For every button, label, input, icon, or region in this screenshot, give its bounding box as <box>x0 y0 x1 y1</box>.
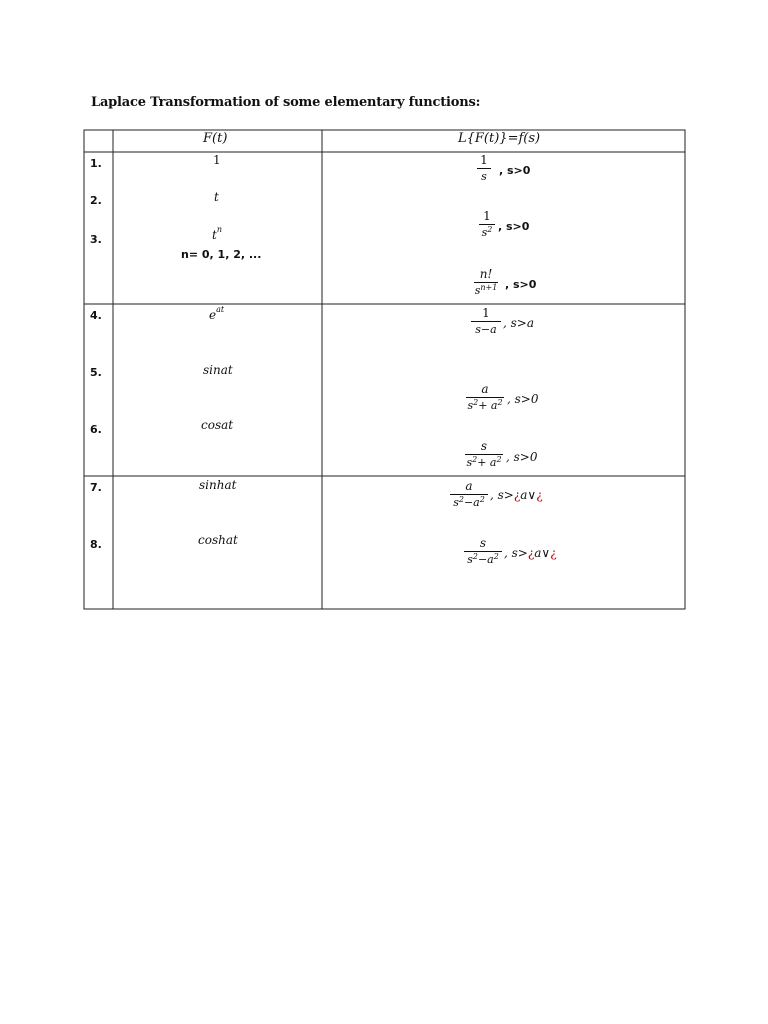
page-title: Laplace Transformation of some elementary functions: <box>91 95 481 110</box>
row-number-1: 1. <box>90 157 102 170</box>
f-e-at: $e^{at}$ <box>209 305 225 322</box>
f-sinhat: sinhat <box>199 478 237 492</box>
row-number-5: 5. <box>90 366 102 379</box>
condition-6: , s>0 <box>506 450 538 464</box>
header-f-t: F(t) <box>203 131 228 146</box>
f-coshat: coshat <box>198 533 238 547</box>
f-t: t <box>214 190 219 204</box>
condition-1: , s>0 <box>499 164 531 177</box>
row-number-6: 6. <box>90 423 102 436</box>
f-t-power-n: $t^n$ <box>212 225 222 242</box>
condition-7: , s>¿a∨¿ <box>490 488 543 502</box>
row-number-4: 4. <box>90 309 102 322</box>
row-number-8: 8. <box>90 538 102 551</box>
condition-8: , s>¿a∨¿ <box>504 546 557 560</box>
header-laplace: L{F(t)}=f(s) <box>458 131 541 146</box>
row-number-3: 3. <box>90 233 102 246</box>
f-cosat: cosat <box>201 418 234 432</box>
condition-2: , s>0 <box>498 220 530 233</box>
laplace-fraction-2: 1 $s^2$ <box>479 209 495 240</box>
f-sinat: sinat <box>203 363 233 377</box>
f-n-note: n= 0, 1, 2, ... <box>181 248 262 261</box>
laplace-fraction-5: a $s^2+ a^2$ <box>467 382 503 412</box>
condition-5: , s>0 <box>507 392 539 406</box>
laplace-fraction-7: a $s^2-a^2$ <box>450 479 488 510</box>
laplace-fraction-1: 1 s <box>477 153 491 184</box>
laplace-fraction-3: n! $s^{n+1}$ <box>474 267 498 297</box>
row-number-7: 7. <box>90 481 102 494</box>
laplace-fraction-4: 1 s−a <box>471 306 501 337</box>
laplace-fraction-8: s $s^2-a^2$ <box>464 536 502 567</box>
laplace-fraction-6: s $s^2+ a^2$ <box>466 439 502 469</box>
row-number-2: 2. <box>90 194 102 207</box>
condition-4: , s>a <box>503 316 534 330</box>
condition-3: , s>0 <box>505 278 537 291</box>
f-1: 1 <box>213 153 221 167</box>
